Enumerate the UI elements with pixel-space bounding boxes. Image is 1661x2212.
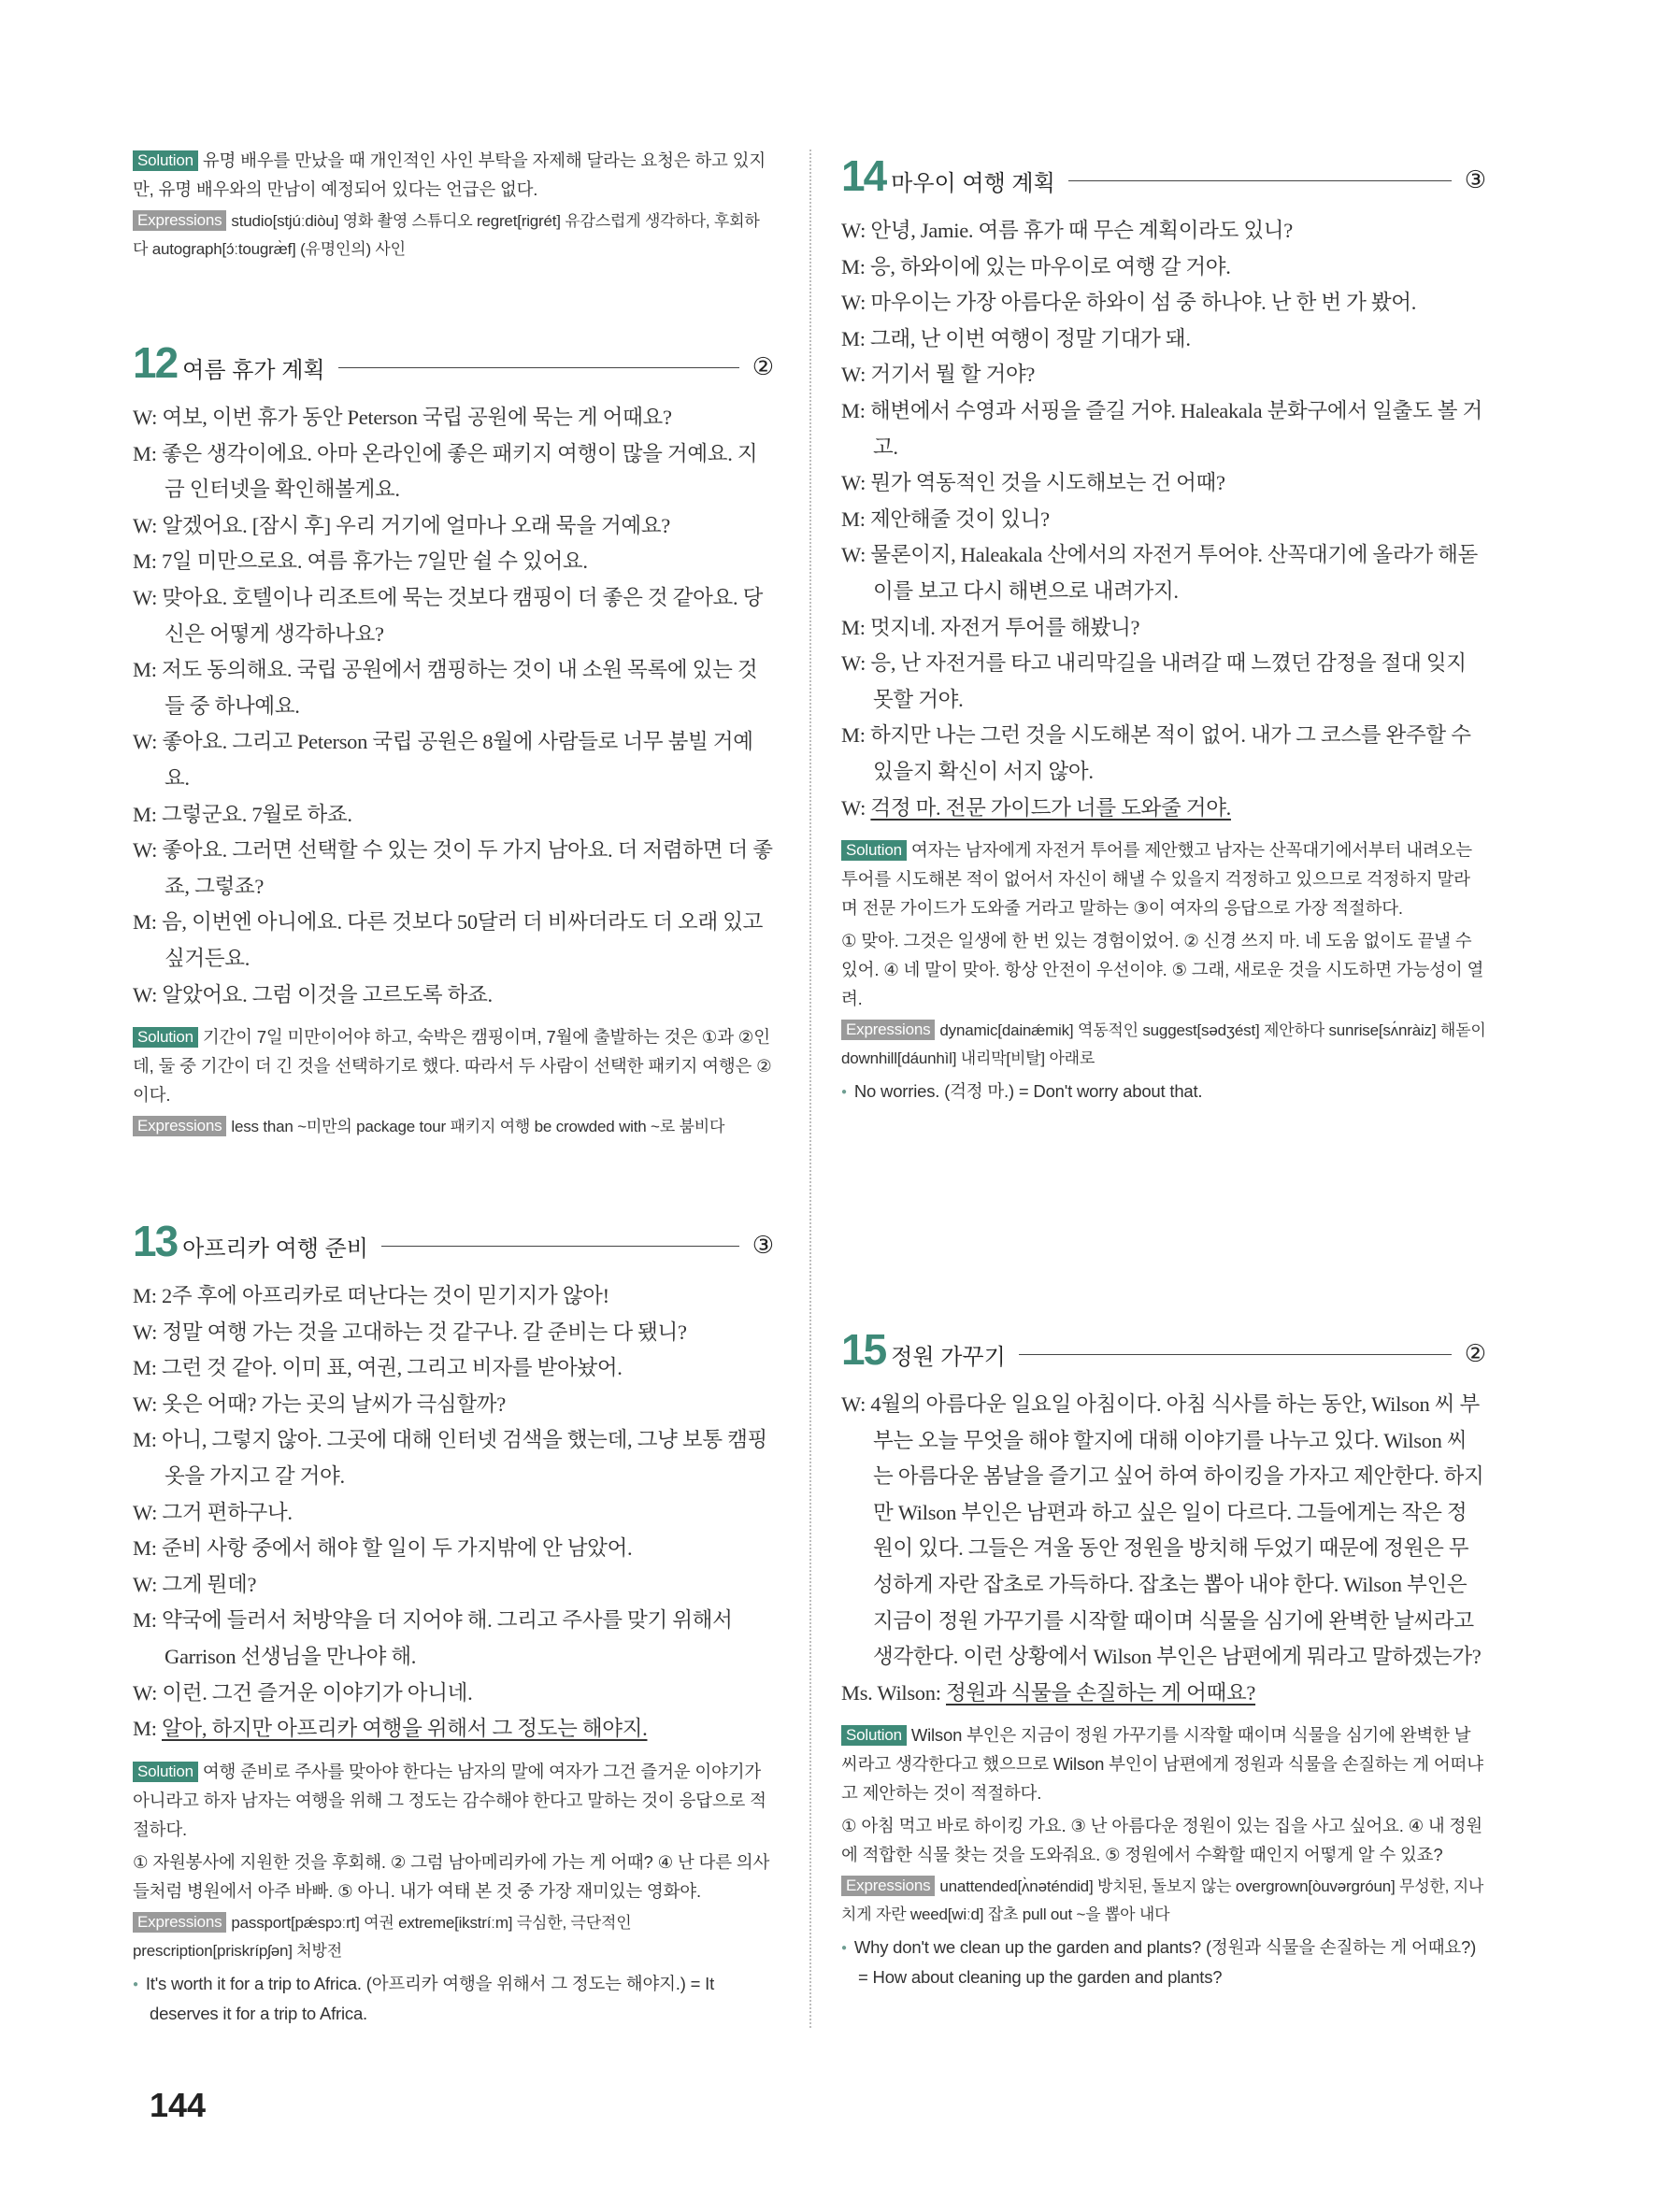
dialogue-line: W: 거기서 뭘 할 거야? — [841, 363, 1036, 387]
dialogue-answer-line: W: 걱정 마. 전문 가이드가 너를 도와줄 거야. — [841, 795, 1231, 820]
expressions-note: Expressions studio[stjúːdiòu] 영화 촬영 스튜디오 regret[rigrét] 유감스럽게 생각하다, 후회하다 autograph[ɔ́ːtougræ̀f] (유명인의) 사인 — [133, 211, 760, 258]
question-title: 아프리카 여행 준비 — [182, 1235, 368, 1262]
dialogue-line: M: 아니, 그렇지 않아. 그곳에 대해 인터넷 검색을 했는데, 그냥 보통 캠핑 옷을 가지고 갈 거야. — [133, 1428, 767, 1488]
answer-underlined: 알아, 하지만 아프리카 여행을 위해서 그 정도는 해야지. — [161, 1717, 648, 1741]
expressions-tag: Expressions — [133, 1116, 226, 1136]
solution-note: Solution Wilson 부인은 지금이 정원 가꾸기를 시작할 때이며 식물을 심기에 완벽한 날씨라고 생각한다고 했으므로 Wilson 부인이 남편에게 정원과 식물을 손질하는 게 어떠냐고 제안하는 것이 적절하다. — [841, 1725, 1483, 1804]
dialogue-line: M: 음, 이번엔 아니에요. 다른 것보다 50달러 더 비싸더라도 더 오래 있고 싶거든요. — [133, 910, 764, 970]
dialogue-line: W: 알았어요. 그럼 이것을 고르도록 하죠. — [133, 982, 493, 1006]
expressions-note: Expressions passport[pǽspɔːrt] 여권 extreme[ikstríːm] 극심한, 극단적인 prescription[priskrípʃən] 처방전 — [133, 1912, 632, 1960]
options-note: ① 자원봉사에 지원한 것을 후회해. ② 그럼 남아메리카에 가는 게 어때? ④ 난 다른 의사들처럼 병원에서 아주 바빠. ⑤ 아니. 내가 여태 본 것 중 가장 재미있는 영화야. — [133, 1851, 770, 1901]
dialogue-answer-line: Ms. Wilson: 정원과 식물을 손질하는 게 어때요? — [841, 1680, 1256, 1705]
expressions-tag: Expressions — [841, 1876, 935, 1896]
expressions-note: Expressions unattended[ʌ̀nəténdid] 방치된, 돌보지 않는 overgrown[òuvərgróun] 무성한, 지나치게 자란 weed[wiːd] 잡초 pull out ~을 뽑아 내다 — [841, 1877, 1484, 1924]
question-number: 15 — [841, 1325, 886, 1374]
dialogue-line: M: 7일 미만으로요. 여름 휴가는 7일만 쉴 수 있어요. — [133, 549, 588, 574]
question-13 — [133, 1215, 774, 2032]
dialogue-line: W: 옷은 어때? 가는 곳의 날씨가 극심할까? — [133, 1391, 506, 1416]
dialogue-line: M: 멋지네. 자전거 투어를 해봤니? — [841, 615, 1140, 639]
dialogue-line: W: 물론이지, Haleakala 산에서의 자전거 투어야. 산꼭대기에 올라가 해돋이를 보고 다시 해변으로 내려가지. — [841, 543, 1478, 603]
dialogue-line: W: 안녕, Jamie. 여름 휴가 때 무슨 계획이라도 있니? — [841, 219, 1293, 242]
dialogue-line: M: 하지만 나는 그런 것을 시도해본 적이 없어. 내가 그 코스를 완주할 수 있을지 확신이 서지 않아. — [841, 723, 1471, 783]
question-heading — [133, 336, 774, 389]
heading-rule — [1019, 1354, 1452, 1355]
answer-mark: ② — [1464, 1340, 1486, 1368]
question-heading — [841, 150, 1486, 202]
dialogue-line: M: 응, 하와이에 있는 마우이로 여행 갈 거야. — [841, 254, 1231, 278]
question-title: 마우이 여행 계획 — [891, 170, 1055, 196]
dialogue-line: W: 여보, 이번 휴가 동안 Peterson 국립 공원에 묵는 게 어때요? — [133, 406, 672, 429]
dialogue-line: W: 그거 편하구나. — [133, 1500, 293, 1524]
question-number: 13 — [133, 1217, 178, 1265]
column-divider — [809, 150, 811, 2028]
dialogue-line: M: 그런 것 같아. 이미 표, 여권, 그리고 비자를 받아놨어. — [133, 1356, 623, 1380]
dialogue-line: M: 2주 후에 아프리카로 떠난다는 것이 믿기지가 않아! — [133, 1284, 609, 1307]
dialogue-line: M: 제안해줄 것이 있니? — [841, 507, 1050, 531]
q11-notes — [133, 146, 774, 267]
question-number: 12 — [133, 338, 178, 387]
dialogue-line: W: 응, 난 자전거를 타고 내리막길을 내려갈 때 느꼈던 감정을 절대 잊지 못할 거야. — [841, 651, 1467, 711]
question-12 — [133, 336, 774, 1145]
page-number: 144 — [150, 2086, 207, 2124]
dialogue-line: M: 약국에 들러서 처방약을 더 지어야 해. 그리고 주사를 맞기 위해서 Garrison 선생님을 만나야 해. — [133, 1608, 733, 1668]
heading-rule — [1068, 180, 1452, 181]
solution-note: Solution 여행 준비로 주사를 맞아야 한다는 남자의 말에 여자가 그건 즐거운 이야기가 아니라고 하자 남자는 여행을 위해 그 정도는 감수해야 한다고 말하는 것이 응답으로 적절하다. — [133, 1761, 766, 1839]
dialogue-line: M: 좋은 생각이에요. 아마 온라인에 좋은 패키지 여행이 많을 거예요. 지금 인터넷을 확인해볼게요. — [133, 441, 758, 502]
dialogue-line: M: 그렇군요. 7월로 하죠. — [133, 802, 352, 826]
narration: W: 4월의 아름다운 일요일 아침이다. 아침 식사를 하는 동안, Wilson 씨 부부는 오늘 무엇을 해야 할지에 대해 이야기를 나누고 있다. Wilson 씨는 아름다운 봄날을 즐기고 싶어 하여 하이킹을 가자고 제안한다. 하지만 Wilson 부인은 남편과 하고 싶은 일이 다르다. 그들에게는 작은 정원이 있다. 그들은 겨울 동안 정원을 방치해 두었기 때문에 정원은 무성하게 자란 잡초로 가득하다. 잡초는 뽑아 내야 한다. Wilson 부인은 지금이 정원 가꾸기를 시작할 때이며 식물을 심기에 완벽한 날씨라고 생각한다. 이런 상황에서 Wilson 부인은 남편에게 뭐라고 말하겠는가? — [841, 1392, 1484, 1669]
heading-rule — [381, 1246, 739, 1247]
expressions-tag: Expressions — [133, 1912, 226, 1933]
question-15 — [841, 1323, 1486, 1995]
dialogue-line: W: 맞아요. 호텔이나 리조트에 묵는 것보다 캠핑이 더 좋은 것 같아요. 당신은 어떻게 생각하나요? — [133, 585, 764, 646]
dialogue-line: M: 해변에서 수영과 서핑을 즐길 거야. Haleakala 분화구에서 일출도 볼 거고. — [841, 398, 1482, 459]
answer-mark: ③ — [752, 1232, 774, 1260]
solution-tag: Solution — [133, 150, 198, 171]
dialogue-line: M: 저도 동의해요. 국립 공원에서 캠핑하는 것이 내 소원 목록에 있는 것들 중 하나예요. — [133, 658, 758, 718]
question-heading — [841, 1323, 1486, 1376]
solution-tag: Solution — [133, 1027, 198, 1048]
expressions-tag: Expressions — [841, 1020, 935, 1040]
answer-mark: ② — [752, 353, 774, 381]
bullet-note: ● Why don't we clean up the garden and plants? (정원과 식물을 손질하는 게 어때요?) = How about cleaning up the garden and plants? — [841, 1933, 1486, 1991]
options-note: ① 아침 먹고 바로 하이킹 가요. ③ 난 아름다운 정원이 있는 집을 사고 싶어요. ④ 내 정원에 적합한 식물 찾는 것을 도와줘요. ⑤ 정원에서 수확할 때인지 어떻게 알 수 있죠? — [841, 1816, 1482, 1865]
dialogue-line: W: 좋아요. 그리고 Peterson 국립 공원은 8월에 사람들로 너무 붐빌 거예요. — [133, 730, 753, 790]
question-number: 14 — [841, 151, 886, 200]
bullet-note: ● It's worth it for a trip to Africa. (아프리카 여행을 위해서 그 정도는 해야지.) = It deserves it for a trip to Africa. — [133, 1969, 774, 2028]
question-14 — [841, 150, 1486, 1110]
dialogue-line: W: 마우이는 가장 아름다운 하와이 섬 중 하나야. 난 한 번 가 봤어. — [841, 291, 1417, 315]
question-title: 여름 휴가 계획 — [182, 357, 325, 383]
dialogue-line: M: 준비 사항 중에서 해야 할 일이 두 가지밖에 안 남았어. — [133, 1536, 633, 1561]
solution-tag: Solution — [841, 840, 907, 861]
dialogue-line: W: 그게 뭔데? — [133, 1572, 257, 1596]
dialogue-line: W: 정말 여행 가는 것을 고대하는 것 같구나. 갈 준비는 다 됐니? — [133, 1320, 687, 1344]
expressions-note: Expressions less than ~미만의 package tour 패키지 여행 be crowded with ~로 붐비다 — [133, 1113, 774, 1141]
solution-note: Solution 유명 배우를 만났을 때 개인적인 사인 부탁을 자제해 달라는 요청은 하고 있지만, 유명 배우와의 만남이 예정되어 있다는 언급은 없다. — [133, 150, 766, 199]
solution-tag: Solution — [841, 1725, 907, 1746]
bullet-note: ● No worries. (걱정 마.) = Don't worry about that. — [841, 1077, 1486, 1106]
dialogue-answer-line: M: 알아, 하지만 아프리카 여행을 위해서 그 정도는 해야지. — [133, 1717, 648, 1741]
options-note: ① 맞아. 그것은 일생에 한 번 있는 경험이었어. ② 신경 쓰지 마. 네 도움 없이도 끝낼 수 있어. ④ 네 말이 맞아. 항상 안전이 우선이야. ⑤ 그래, 새로운 것을 시도하면 가능성이 열려. — [841, 931, 1484, 1009]
question-heading — [133, 1215, 774, 1267]
heading-rule — [338, 367, 739, 368]
expressions-tag: Expressions — [133, 210, 226, 231]
expressions-note: Expressions dynamic[dainǽmik] 역동적인 suggest[sədʒést] 제안하다 sunrise[sʌ́nràiz] 해돋이 downhill[dáunhìl] 내리막[비탈] 아래로 — [841, 1020, 1486, 1068]
answer-underlined: 정원과 식물을 손질하는 게 어때요? — [945, 1680, 1256, 1705]
dialogue-line: W: 뭔가 역동적인 것을 시도해보는 건 어때? — [841, 471, 1225, 495]
solution-note: Solution 기간이 7일 미만이어야 하고, 숙박은 캠핑이며, 7월에 출발하는 것은 ①과 ②인데, 둘 중 기간이 더 긴 것을 선택하기로 했다. 따라서 두 사람이 선택한 패키지 여행은 ②이다. — [133, 1027, 772, 1106]
dialogue-line: W: 이런. 그건 즐거운 이야기가 아니네. — [133, 1680, 473, 1705]
dialogue-line: W: 알겠어요. [잠시 후] 우리 거기에 얼마나 오래 묵을 거예요? — [133, 513, 670, 537]
dialogue-line: W: 좋아요. 그러면 선택할 수 있는 것이 두 가지 남아요. 더 저렴하면 더 좋죠, 그렇죠? — [133, 838, 773, 898]
solution-note: Solution 여자는 남자에게 자전거 투어를 제안했고 남자는 산꼭대기에서부터 내려오는 투어를 시도해본 적이 없어서 자신이 해낼 수 있을지 걱정하고 있으므로 걱정하지 말라며 전문 가이드가 도와줄 거라고 말하는 ③이 여자의 응답으로 가장 적절하다. — [841, 840, 1472, 919]
solution-tag: Solution — [133, 1762, 198, 1782]
question-title: 정원 가꾸기 — [891, 1344, 1006, 1370]
dialogue-line: M: 그래, 난 이번 여행이 정말 기대가 돼. — [841, 326, 1191, 350]
answer-mark: ③ — [1464, 166, 1486, 194]
answer-underlined: 걱정 마. 전문 가이드가 너를 도와줄 거야. — [870, 795, 1231, 820]
